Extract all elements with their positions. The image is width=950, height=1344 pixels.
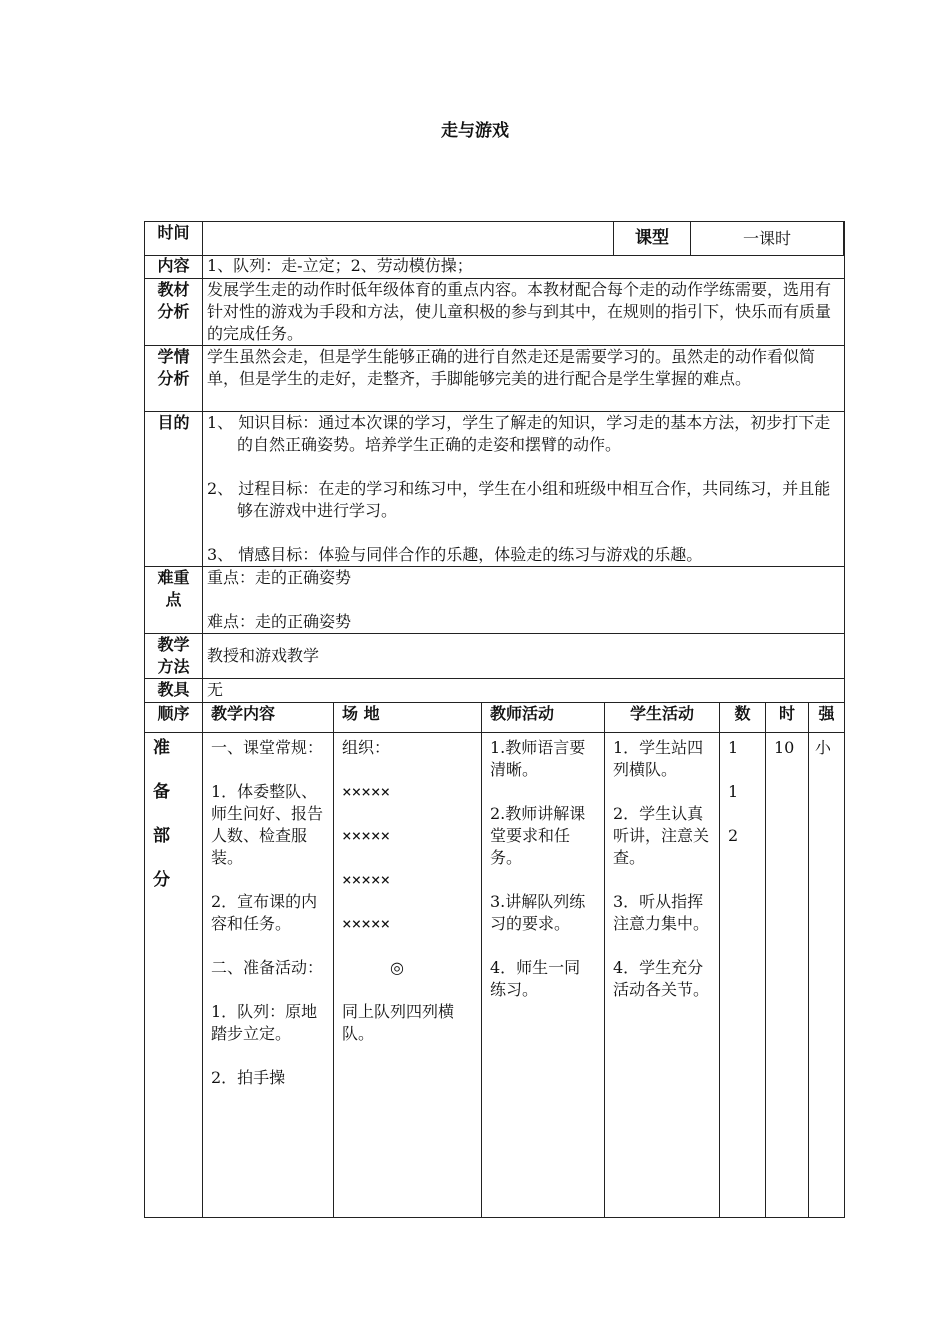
- formation-row: ×××××: [342, 825, 391, 845]
- list-item: 1．队列：原地踏步立定。: [211, 1001, 318, 1043]
- col-venue: 场 地: [334, 702, 482, 732]
- col-order: 顺序: [145, 702, 203, 732]
- prep-row: [145, 732, 845, 1217]
- prep-section-label: 准 备 部 分: [145, 732, 203, 1217]
- formation-row: ×××××: [342, 913, 391, 933]
- formation-row: ×××××: [342, 781, 391, 801]
- page-title: 走与游戏: [441, 121, 509, 141]
- goals-label: 目的: [145, 411, 203, 566]
- goal-item: 1、 知识目标：通过本次课的学习，学生了解走的知识，学习走的基本方法，初步打下走的自然正确姿势。培养学生正确的走姿和摆臂的动作。: [207, 412, 831, 454]
- col-content: 教学内容: [203, 702, 334, 732]
- difficult-point: 难点：走的正确姿势: [207, 611, 352, 631]
- tools-row: [145, 678, 845, 702]
- goals-list: [203, 411, 845, 566]
- method-label: 教学 方法: [145, 633, 203, 678]
- teacher-position-icon: ◎: [390, 957, 404, 977]
- count-value: 1: [728, 781, 739, 801]
- col-teacher: 教师活动: [482, 702, 605, 732]
- list-item: 2．学生认真听讲，注意关查。: [613, 803, 710, 867]
- content-label: 内容: [145, 255, 203, 278]
- list-item: 1．体委整队、师生问好、报告人数、检查服装。: [211, 781, 324, 867]
- list-item: 2.教师讲解课堂要求和任务。: [490, 803, 586, 867]
- venue-note: 同上队列四列横队。: [342, 1001, 455, 1043]
- prep-content: [203, 732, 334, 1217]
- venue-label: 组织：: [342, 737, 391, 757]
- prep-time: 10: [766, 732, 809, 1217]
- content-text: 1、队列：走-立定；2、劳动模仿操；: [203, 255, 845, 278]
- col-time: 时: [766, 702, 809, 732]
- prep-teacher: [482, 732, 605, 1217]
- key-points-text: [203, 566, 845, 633]
- goal-item: 2、 过程目标：在走的学习和练习中，学生在小组和班级中相互合作，共同练习，并且能够在游戏中进行学习。: [207, 478, 831, 520]
- list-item: 二、准备活动：: [211, 957, 324, 977]
- tools-label: 教具: [145, 678, 203, 702]
- key-points-row: [145, 566, 845, 633]
- goal-item: 3、 情感目标：体验与同伴合作的乐趣，体验走的练习与游戏的乐趣。: [207, 544, 703, 564]
- list-item: 1.教师语言要清晰。: [490, 737, 586, 779]
- list-item: 4．师生一同练习。: [490, 957, 581, 999]
- prep-count: [720, 732, 766, 1217]
- prep-intensity: 小: [809, 732, 845, 1217]
- method-row: [145, 633, 845, 678]
- list-item: 1．学生站四列横队。: [613, 737, 704, 779]
- count-value: 1: [728, 737, 739, 757]
- count-value: 2: [728, 825, 739, 845]
- type-value: 一课时: [691, 222, 843, 255]
- prep-student: [605, 732, 720, 1217]
- list-item: 3．听从指挥注意力集中。: [613, 891, 710, 933]
- prep-venue: [334, 732, 482, 1217]
- material-text: 发展学生走的动作时低年级体育的重点内容。本教材配合每个走的动作学练需要，选用有针对性的游戏为手段和方法，使儿童积极的参与到其中，在规则的指引下，快乐而有质量的完成任务。: [203, 278, 845, 345]
- col-count: 数: [720, 702, 766, 732]
- situation-label: 学情 分析: [145, 345, 203, 411]
- tools-text: 无: [203, 678, 845, 702]
- list-item: 4．学生充分活动各关节。: [613, 957, 710, 999]
- list-item: 2．宣布课的内容和任务。: [211, 891, 318, 933]
- material-label: 教材 分析: [145, 278, 203, 345]
- method-text: 教授和游戏教学: [203, 633, 845, 678]
- list-item: 2．拍手操: [211, 1067, 286, 1087]
- type-label: 课型: [614, 222, 690, 255]
- formation-row: ×××××: [342, 869, 391, 889]
- col-student: 学生活动: [605, 702, 720, 732]
- column-header-row: [145, 702, 845, 732]
- list-item: 一、课堂常规：: [211, 737, 324, 757]
- situation-text: 学生虽然会走，但是学生能够正确的进行自然走还是需要学习的。虽然走的动作看似简单，但是学生的走好，走整齐，手脚能够完美的进行配合是学生掌握的难点。: [203, 345, 845, 411]
- goals-row: [145, 411, 845, 566]
- col-intensity: 强: [809, 702, 845, 732]
- list-item: 3.讲解队列练习的要求。: [490, 891, 586, 933]
- situation-row: [145, 345, 845, 411]
- lesson-plan-body: [144, 255, 845, 1218]
- time-label: 时间: [145, 222, 203, 256]
- key-point: 重点：走的正确姿势: [207, 567, 352, 587]
- key-points-label: 难重 点: [145, 566, 203, 633]
- material-row: [145, 278, 845, 345]
- content-row: [145, 255, 845, 278]
